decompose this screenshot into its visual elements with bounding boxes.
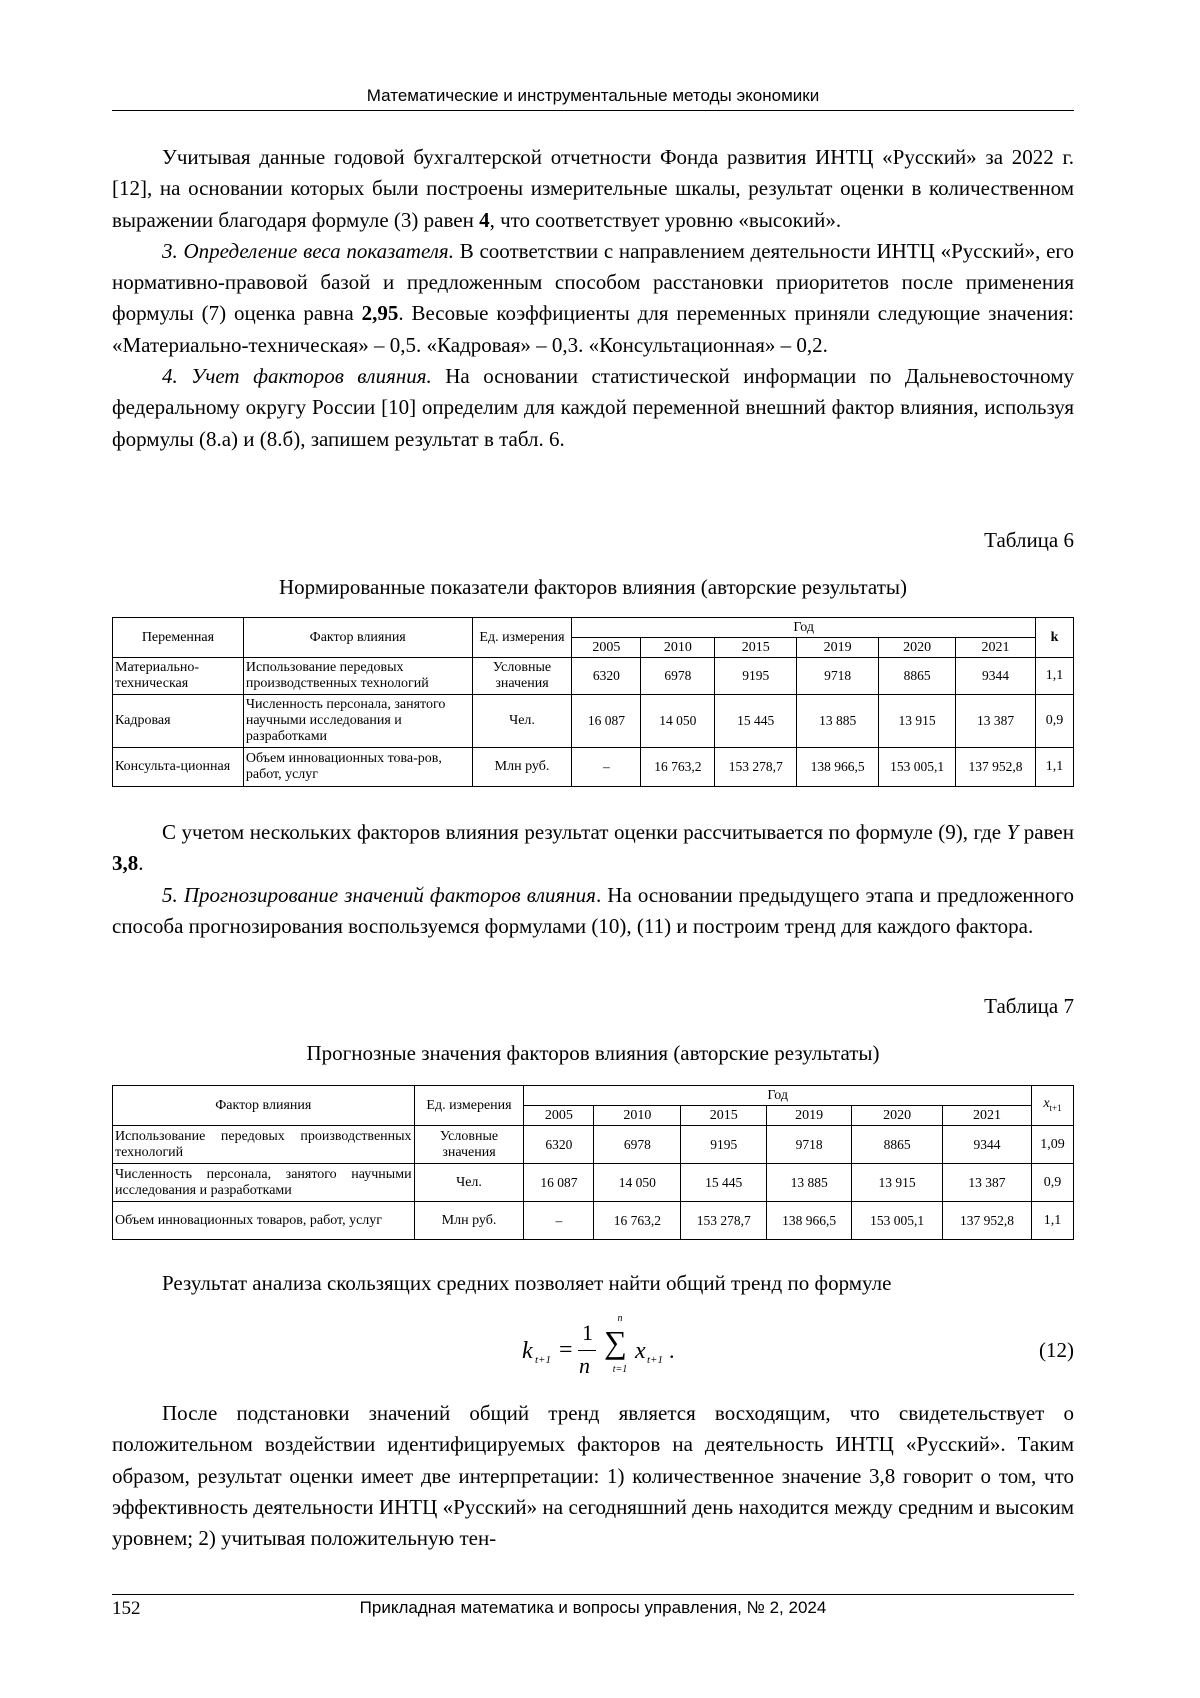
unit-cell: Условные значения	[414, 1126, 524, 1164]
formula-numerator: 1	[582, 1320, 593, 1345]
body-text-formula-intro	[112, 1268, 1074, 1299]
header-x	[1031, 1086, 1073, 1126]
value-cell: 13 915	[852, 1164, 943, 1202]
fraction-bar	[578, 1350, 596, 1351]
text: , что соответствует уровню «высокий».	[489, 207, 842, 232]
year-header: 2015	[715, 638, 797, 658]
value-cell: 16 763,2	[641, 748, 715, 787]
value-cell: 137 952,8	[956, 748, 1036, 787]
x-symbol: x	[1043, 1095, 1050, 1111]
unit-cell: Чел.	[414, 1164, 524, 1202]
value-cell: 9718	[797, 658, 879, 695]
factor-cell: Численность персонала, занятого научными исследования и разработками	[243, 695, 472, 748]
text: . На основании предыдущего этапа и предложенного способа прогнозирования воспользуемся формулами (10), (11) и построим тренд для каждого фактора.	[112, 882, 1074, 938]
value-cell: 6978	[594, 1126, 681, 1164]
paragraph	[112, 361, 1074, 455]
text: На основании статистической информации по Дальневосточному федеральному округу России [10] определим для каждой переменной внешний фактор влияния, используя формулы (8.а) и (8.б), запишем результат в табл. 6.	[112, 364, 1074, 451]
factor-cell: Численность персонала, занятого научными исследования и разработками	[113, 1164, 415, 1202]
value-cell: 8865	[852, 1126, 943, 1164]
text: равен	[1018, 820, 1074, 844]
value-cell: 138 966,5	[767, 1202, 852, 1240]
body-text-top	[112, 142, 1074, 455]
text: Учитывая данные годовой бухгалтерской отчетности Фонда развития ИНТЦ «Русский» за 2022 г. [12], на основании которых были построены измерительные шкалы, результат оценки в количественном выражении благодаря формуле (3) равен	[112, 145, 1074, 232]
table6	[112, 617, 1074, 787]
page-number: 152	[112, 1598, 141, 1619]
value-cell: 15 445	[681, 1164, 767, 1202]
value-cell: 16 763,2	[594, 1202, 681, 1240]
section-heading: 5. Прогнозирование значений факторов влияния	[162, 882, 596, 907]
value-cell: 16 087	[524, 1164, 594, 1202]
year-header: 2020	[852, 1106, 943, 1126]
table6-title: Нормированные показатели факторов влияния (авторские результаты)	[279, 575, 907, 599]
table-row	[113, 1126, 1074, 1164]
sum-symbol: ∑	[604, 1324, 627, 1360]
paragraph	[112, 142, 1074, 236]
value-cell: 14 050	[641, 695, 715, 748]
bold-value: 3,8	[112, 851, 139, 876]
paragraph	[112, 817, 1074, 880]
table-row	[113, 1164, 1074, 1202]
value-cell: 9344	[943, 1126, 1032, 1164]
header-factor: Фактор влияния	[243, 618, 472, 658]
formula-k-subscript: t+1	[535, 1354, 551, 1366]
variable-cell: Кадровая	[113, 695, 244, 748]
sum-upper-limit: n	[617, 1313, 623, 1324]
value-cell: –	[572, 748, 641, 787]
value-cell: 14 050	[594, 1164, 681, 1202]
value-cell: 153 005,1	[852, 1202, 943, 1240]
header-unit: Ед. измерения	[414, 1086, 524, 1126]
section-heading: 4. Учет факторов влияния.	[162, 364, 432, 389]
x-cell: 1,09	[1031, 1126, 1073, 1164]
section-heading: 3. Определение веса показателя.	[162, 238, 454, 263]
formula-equals: =	[559, 1337, 573, 1363]
k-cell: 0,9	[1035, 695, 1073, 748]
unit-cell: Условные значения	[472, 658, 572, 695]
variable-cell: Материально-техническая	[113, 658, 244, 695]
factor-cell: Использование передовых производственных технологий	[113, 1126, 415, 1164]
header-year: Год	[524, 1086, 1032, 1106]
value-cell: 6320	[524, 1126, 594, 1164]
year-header: 2020	[879, 638, 956, 658]
formula-number: (12)	[1039, 1338, 1074, 1362]
unit-cell: Чел.	[472, 695, 572, 748]
table-row	[113, 748, 1074, 787]
table7-label: Таблица 7	[984, 994, 1074, 1018]
header-variable: Переменная	[113, 618, 244, 658]
value-cell: 13 885	[767, 1164, 852, 1202]
bold-value: 4	[479, 207, 490, 232]
value-cell: 6978	[641, 658, 715, 695]
formula-12	[112, 1313, 1074, 1380]
paragraph: После подстановки значений общий тренд является восходящим, что свидетельствует о положительном воздействии идентифицируемых факторов на деятельность ИНТЦ «Русский». Таким образом, результат оценки имеет две интерпретации: 1) количественное значение 3,8 говорит о том, что эффективность деятельности ИНТЦ «Русский» на сегодняшний день находится между средним и высоким уровнем; 2) учитывая положительную тен-	[112, 1401, 1074, 1551]
value-cell: 9344	[956, 658, 1036, 695]
year-header: 2021	[956, 638, 1036, 658]
header-factor: Фактор влияния	[113, 1086, 415, 1126]
footer	[112, 1598, 1074, 1620]
paragraph	[112, 880, 1074, 943]
x-cell: 0,9	[1031, 1164, 1073, 1202]
paragraph	[112, 236, 1074, 361]
body-text-bottom	[112, 1398, 1074, 1554]
x-subscript: t+1	[1049, 1102, 1062, 1113]
running-header: Математические и инструментальные методы экономики	[366, 86, 820, 105]
table-row	[113, 1202, 1074, 1240]
formula-denominator: n	[579, 1353, 590, 1378]
header-rule	[112, 110, 1074, 111]
value-cell: 13 387	[956, 695, 1036, 748]
formula-x-subscript: t+1	[647, 1354, 663, 1366]
value-cell: 137 952,8	[943, 1202, 1032, 1240]
year-header: 2005	[572, 638, 641, 658]
variable-y: Y	[1006, 820, 1019, 844]
year-header: 2010	[641, 638, 715, 658]
value-cell: 153 278,7	[681, 1202, 767, 1240]
unit-cell: Млн руб.	[414, 1202, 524, 1240]
header-k: k	[1035, 618, 1073, 658]
text: С учетом нескольких факторов влияния результат оценки рассчитывается по формуле (9), где	[162, 820, 1007, 844]
value-cell: 13 885	[797, 695, 879, 748]
year-header: 2015	[681, 1106, 767, 1126]
k-cell: 1,1	[1035, 658, 1073, 695]
value-cell: 6320	[572, 658, 641, 695]
table7-title: Прогнозные значения факторов влияния (авторские результаты)	[306, 1041, 880, 1065]
value-cell: 153 005,1	[879, 748, 956, 787]
formula-period: .	[669, 1338, 675, 1363]
year-header: 2019	[767, 1106, 852, 1126]
header-unit: Ед. измерения	[472, 618, 572, 658]
sum-lower-limit: t=1	[612, 1364, 628, 1375]
table-row	[113, 658, 1074, 695]
formula-k: k	[522, 1338, 533, 1364]
text: .	[138, 851, 144, 876]
text: В соответствии с направлением деятельности ИНТЦ «Русский», его нормативно-правовой базой и предложенным способом расстановки приоритетов после применения формулы (7) оценка равна	[112, 238, 1074, 326]
x-cell: 1,1	[1031, 1202, 1073, 1240]
formula-x: x	[635, 1338, 646, 1364]
year-header: 2021	[943, 1106, 1032, 1126]
value-cell: 16 087	[572, 695, 641, 748]
value-cell: 9718	[767, 1126, 852, 1164]
year-header: 2010	[594, 1106, 681, 1126]
value-cell: 13 387	[943, 1164, 1032, 1202]
table6-label: Таблица 6	[984, 528, 1074, 552]
year-header: 2005	[524, 1106, 594, 1126]
table-row	[113, 695, 1074, 748]
value-cell: 9195	[681, 1126, 767, 1164]
factor-cell: Использование передовых производственных технологий	[243, 658, 472, 695]
text: . Весовые коэффициенты для переменных приняли следующие значения: «Материально-техническая» – 0,5. «Кадровая» – 0,3. «Консультационная» – 0,2.	[112, 301, 1074, 357]
variable-cell: Консульта-ционная	[113, 748, 244, 787]
value-cell: 8865	[879, 658, 956, 695]
value-cell: 153 278,7	[715, 748, 797, 787]
year-header: 2019	[797, 638, 879, 658]
journal-title: Прикладная математика и вопросы управления, № 2, 2024	[359, 1598, 827, 1617]
footer-rule	[112, 1594, 1074, 1595]
value-cell: –	[524, 1202, 594, 1240]
bold-value: 2,95	[361, 301, 399, 326]
unit-cell: Млн руб.	[472, 748, 572, 787]
body-text-middle	[112, 817, 1074, 942]
value-cell: 13 915	[879, 695, 956, 748]
value-cell: 138 966,5	[797, 748, 879, 787]
factor-cell: Объем инновационных товаров, работ, услуг	[113, 1202, 415, 1240]
table7	[112, 1085, 1074, 1240]
factor-cell: Объем инновационных това-ров, работ, услуг	[243, 748, 472, 787]
k-cell: 1,1	[1035, 748, 1073, 787]
value-cell: 15 445	[715, 695, 797, 748]
header-year: Год	[572, 618, 1036, 638]
value-cell: 9195	[715, 658, 797, 695]
paragraph: Результат анализа скользящих средних позволяет найти общий тренд по формуле	[162, 1271, 892, 1295]
